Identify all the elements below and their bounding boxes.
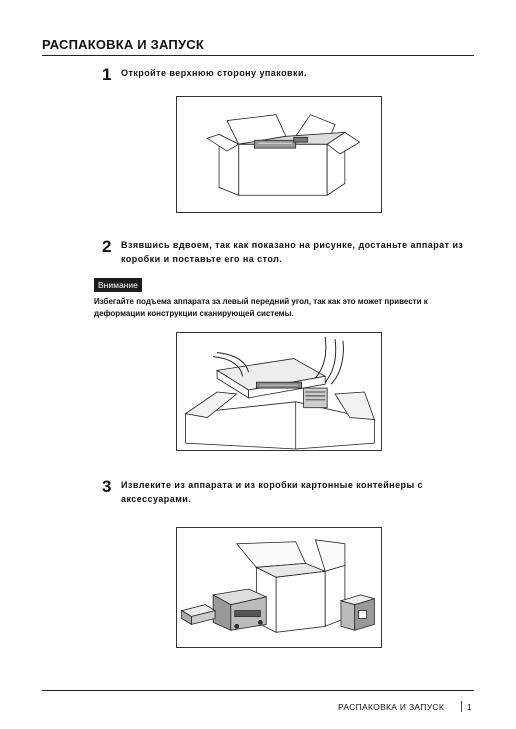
open-box-illustration-icon: [177, 97, 381, 212]
step-2-text: Взявшись вдвоем, так как показано на рисунке, достаньте аппарат из коробки и поставьте его на стол.: [121, 240, 464, 264]
step-3-number: 3: [102, 477, 112, 496]
footer-divider: [42, 690, 474, 691]
footer-separator: [461, 701, 462, 712]
figure-lifting-machine: [176, 332, 382, 451]
page-number: 1: [467, 702, 472, 712]
step-2-number: 2: [102, 237, 112, 256]
caution-badge: Внимание: [94, 278, 142, 292]
step-3-text: Извлеките из аппарата и из коробки картонные контейнеры с аксессуарами.: [121, 480, 424, 504]
accessory-containers-illustration-icon: [177, 528, 381, 647]
caution-text: Избегайте подъема аппарата за левый передний угол, так как это может привести к деформации конструкции сканирующей системы.: [94, 297, 428, 318]
footer-section-title: РАСПАКОВКА И ЗАПУСК: [338, 702, 445, 712]
step-1-number: 1: [102, 65, 112, 84]
step-1-text: Откройте верхнюю сторону упаковки.: [121, 68, 307, 78]
figure-open-box: [176, 96, 382, 213]
title-divider: [42, 55, 474, 56]
figure-accessory-containers: [176, 527, 382, 648]
page-title: РАСПАКОВКА И ЗАПУСК: [42, 37, 204, 52]
lifting-machine-illustration-icon: [177, 333, 381, 450]
